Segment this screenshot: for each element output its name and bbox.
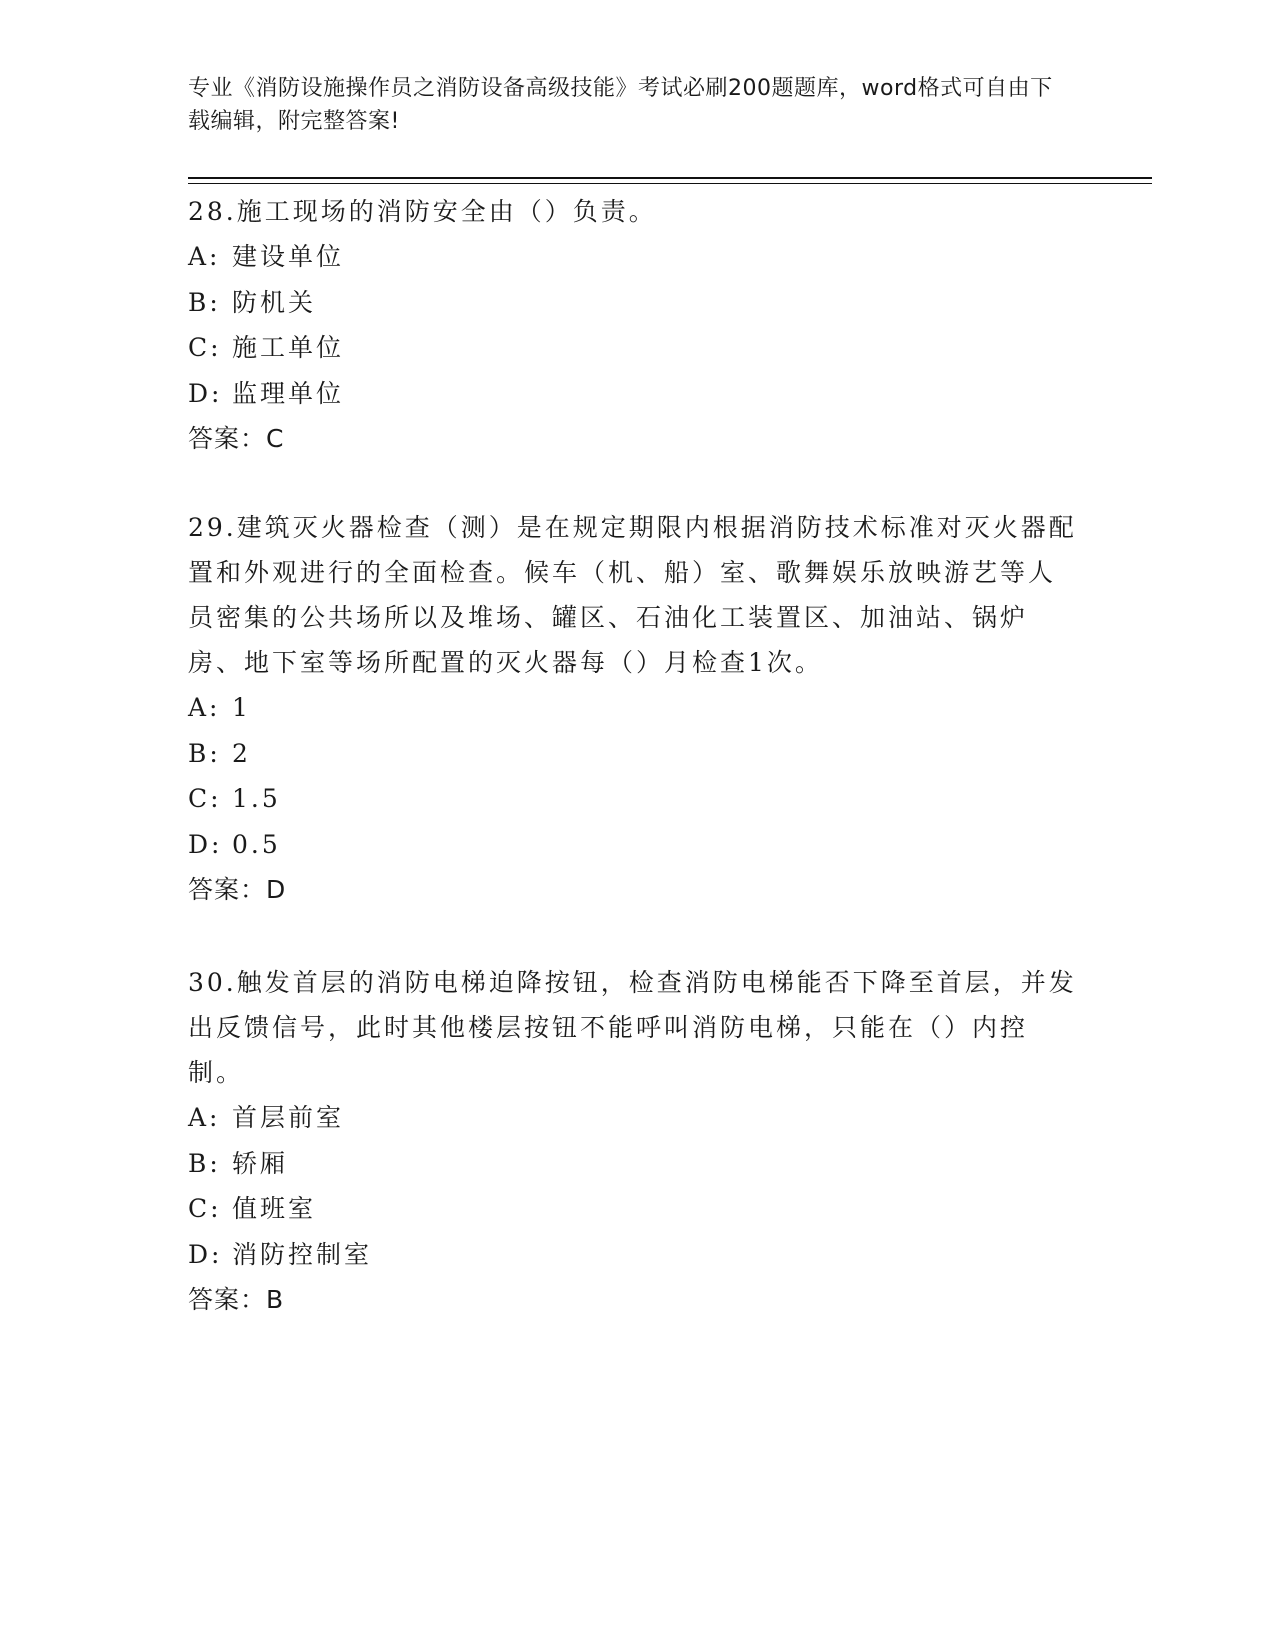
option-b <box>188 731 1078 777</box>
option-c <box>188 1186 1078 1232</box>
answer-line: 答案：C <box>188 424 285 453</box>
option-key: A: <box>188 242 221 271</box>
option-b <box>188 1141 1078 1187</box>
option-key: B: <box>188 738 221 768</box>
option-c <box>188 776 1078 822</box>
option-text: 值班室 <box>232 1194 317 1223</box>
question-block <box>188 960 1078 1323</box>
option-text: 首层前室 <box>232 1103 345 1132</box>
question-stem: 28.施工现场的消防安全由（）负责。 <box>188 197 657 226</box>
option-b <box>188 280 1078 326</box>
option-text: 监理单位 <box>232 378 345 408</box>
option-text: 1.5 <box>232 784 281 813</box>
option-d <box>188 371 1078 417</box>
option-key: C: <box>188 784 222 813</box>
question-stem: 30.触发首层的消防电梯迫降按钮，检查消防电梯能否下降至首层，并发出反馈信号，此时其他楼层按钮不能呼叫消防电梯，只能在（）内控制。 <box>188 968 1077 1087</box>
question-block <box>188 505 1078 913</box>
option-key: D: <box>188 378 223 408</box>
document-header: 专业《消防设施操作员之消防设备高级技能》考试必刷200题题库，word格式可自由下载编辑，附完整答案! <box>188 76 1053 134</box>
question-stem: 29.建筑灭火器检查（测）是在规定期限内根据消防技术标准对灭火器配置和外观进行的全面检查。候车（机、船）室、歌舞娱乐放映游艺等人员密集的公共场所以及堆场、罐区、石油化工装置区、加油站、锅炉房、地下室等场所配置的灭火器每（）月检查1次。 <box>188 513 1077 677</box>
option-text: 消防控制室 <box>232 1239 373 1269</box>
option-key: B: <box>188 287 221 317</box>
option-text: 2 <box>232 738 251 768</box>
option-a <box>188 234 1078 280</box>
header-divider-thin <box>188 183 1152 184</box>
option-key: C: <box>188 333 222 362</box>
option-d <box>188 1232 1078 1278</box>
option-key: A: <box>188 693 221 722</box>
option-key: C: <box>188 1194 222 1223</box>
answer-line: 答案：B <box>188 1285 285 1314</box>
option-text: 施工单位 <box>232 333 345 362</box>
option-text: 1 <box>232 693 251 722</box>
option-d <box>188 822 1078 868</box>
option-text: 0.5 <box>232 829 281 859</box>
option-key: A: <box>188 1103 221 1132</box>
option-key: D: <box>188 1239 223 1269</box>
option-text: 防机关 <box>232 287 317 317</box>
option-c <box>188 325 1078 371</box>
option-text: 建设单位 <box>232 242 345 271</box>
header-divider-thick <box>188 177 1152 179</box>
answer-line: 答案：D <box>188 875 287 904</box>
option-key: D: <box>188 829 223 859</box>
option-a <box>188 1095 1078 1141</box>
option-key: B: <box>188 1148 221 1178</box>
option-text: 轿厢 <box>232 1148 289 1178</box>
question-block <box>188 189 1078 462</box>
option-a <box>188 685 1078 731</box>
